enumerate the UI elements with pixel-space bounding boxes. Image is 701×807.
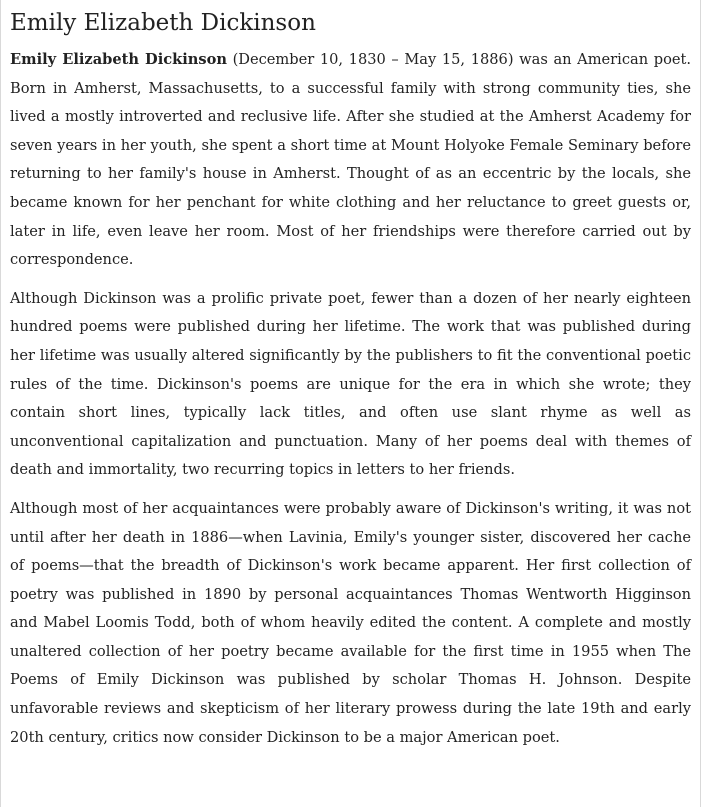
paragraph-1-text: (December 10, 1830 – May 15, 1886) was an American poet. Born in Amherst, Massachusetts, to a successful family with strong community ties, she lived a mostly introverted and reclusive life. After she studied at the Amherst Academy for seven years in her youth, she spent a short time at Mount Holyoke Female Seminary before returning to her family's house in Amherst. Thought of as an eccentric by the locals, she became known for her penchant for white clothing and her reluctance to greet guests or, later in life, even leave her room. Most of her friendships were therefore carried out by correspondence. <box>10 51 691 269</box>
paragraph-2-text: Although Dickinson was a prolific private poet, fewer than a dozen of her nearly eighteen hundred poems were published during her lifetime. The work that was published during her lifetime was usually altered significantly by the publishers to fit the conventional poetic rules of the time. Dickinson's poems are unique for the era in which she wrote; they contain short lines, typically lack titles, and often use slant rhyme as well as unconventional capitalization and punctuation. Many of her poems deal with themes of death and immortality, two recurring topics in letters to her friends. <box>10 289 691 479</box>
article-title: Emily Elizabeth Dickinson <box>10 10 316 36</box>
article-paragraph-2 <box>10 285 691 485</box>
subject-name: Emily Elizabeth Dickinson <box>10 51 227 68</box>
article-paragraph-1 <box>10 46 691 275</box>
paragraph-3-text: Although most of her acquaintances were probably aware of Dickinson's writing, it was not until after her death in 1886—when Lavinia, Emily's younger sister, discovered her cache of poems—that the breadth of Dickinson's work became apparent. Her first collection of poetry was published in 1890 by personal acquaintances Thomas Wentworth Higginson and Mabel Loomis Todd, both of whom heavily edited the content. A complete and mostly unaltered collection of her poetry became available for the first time in 1955 when The Poems of Emily Dickinson was published by scholar Thomas H. Johnson. Despite unfavorable reviews and skepticism of her literary prowess during the late 19th and early 20th century, critics now consider Dickinson to be a major American poet. <box>10 499 691 746</box>
article-paragraph-3 <box>10 495 691 752</box>
